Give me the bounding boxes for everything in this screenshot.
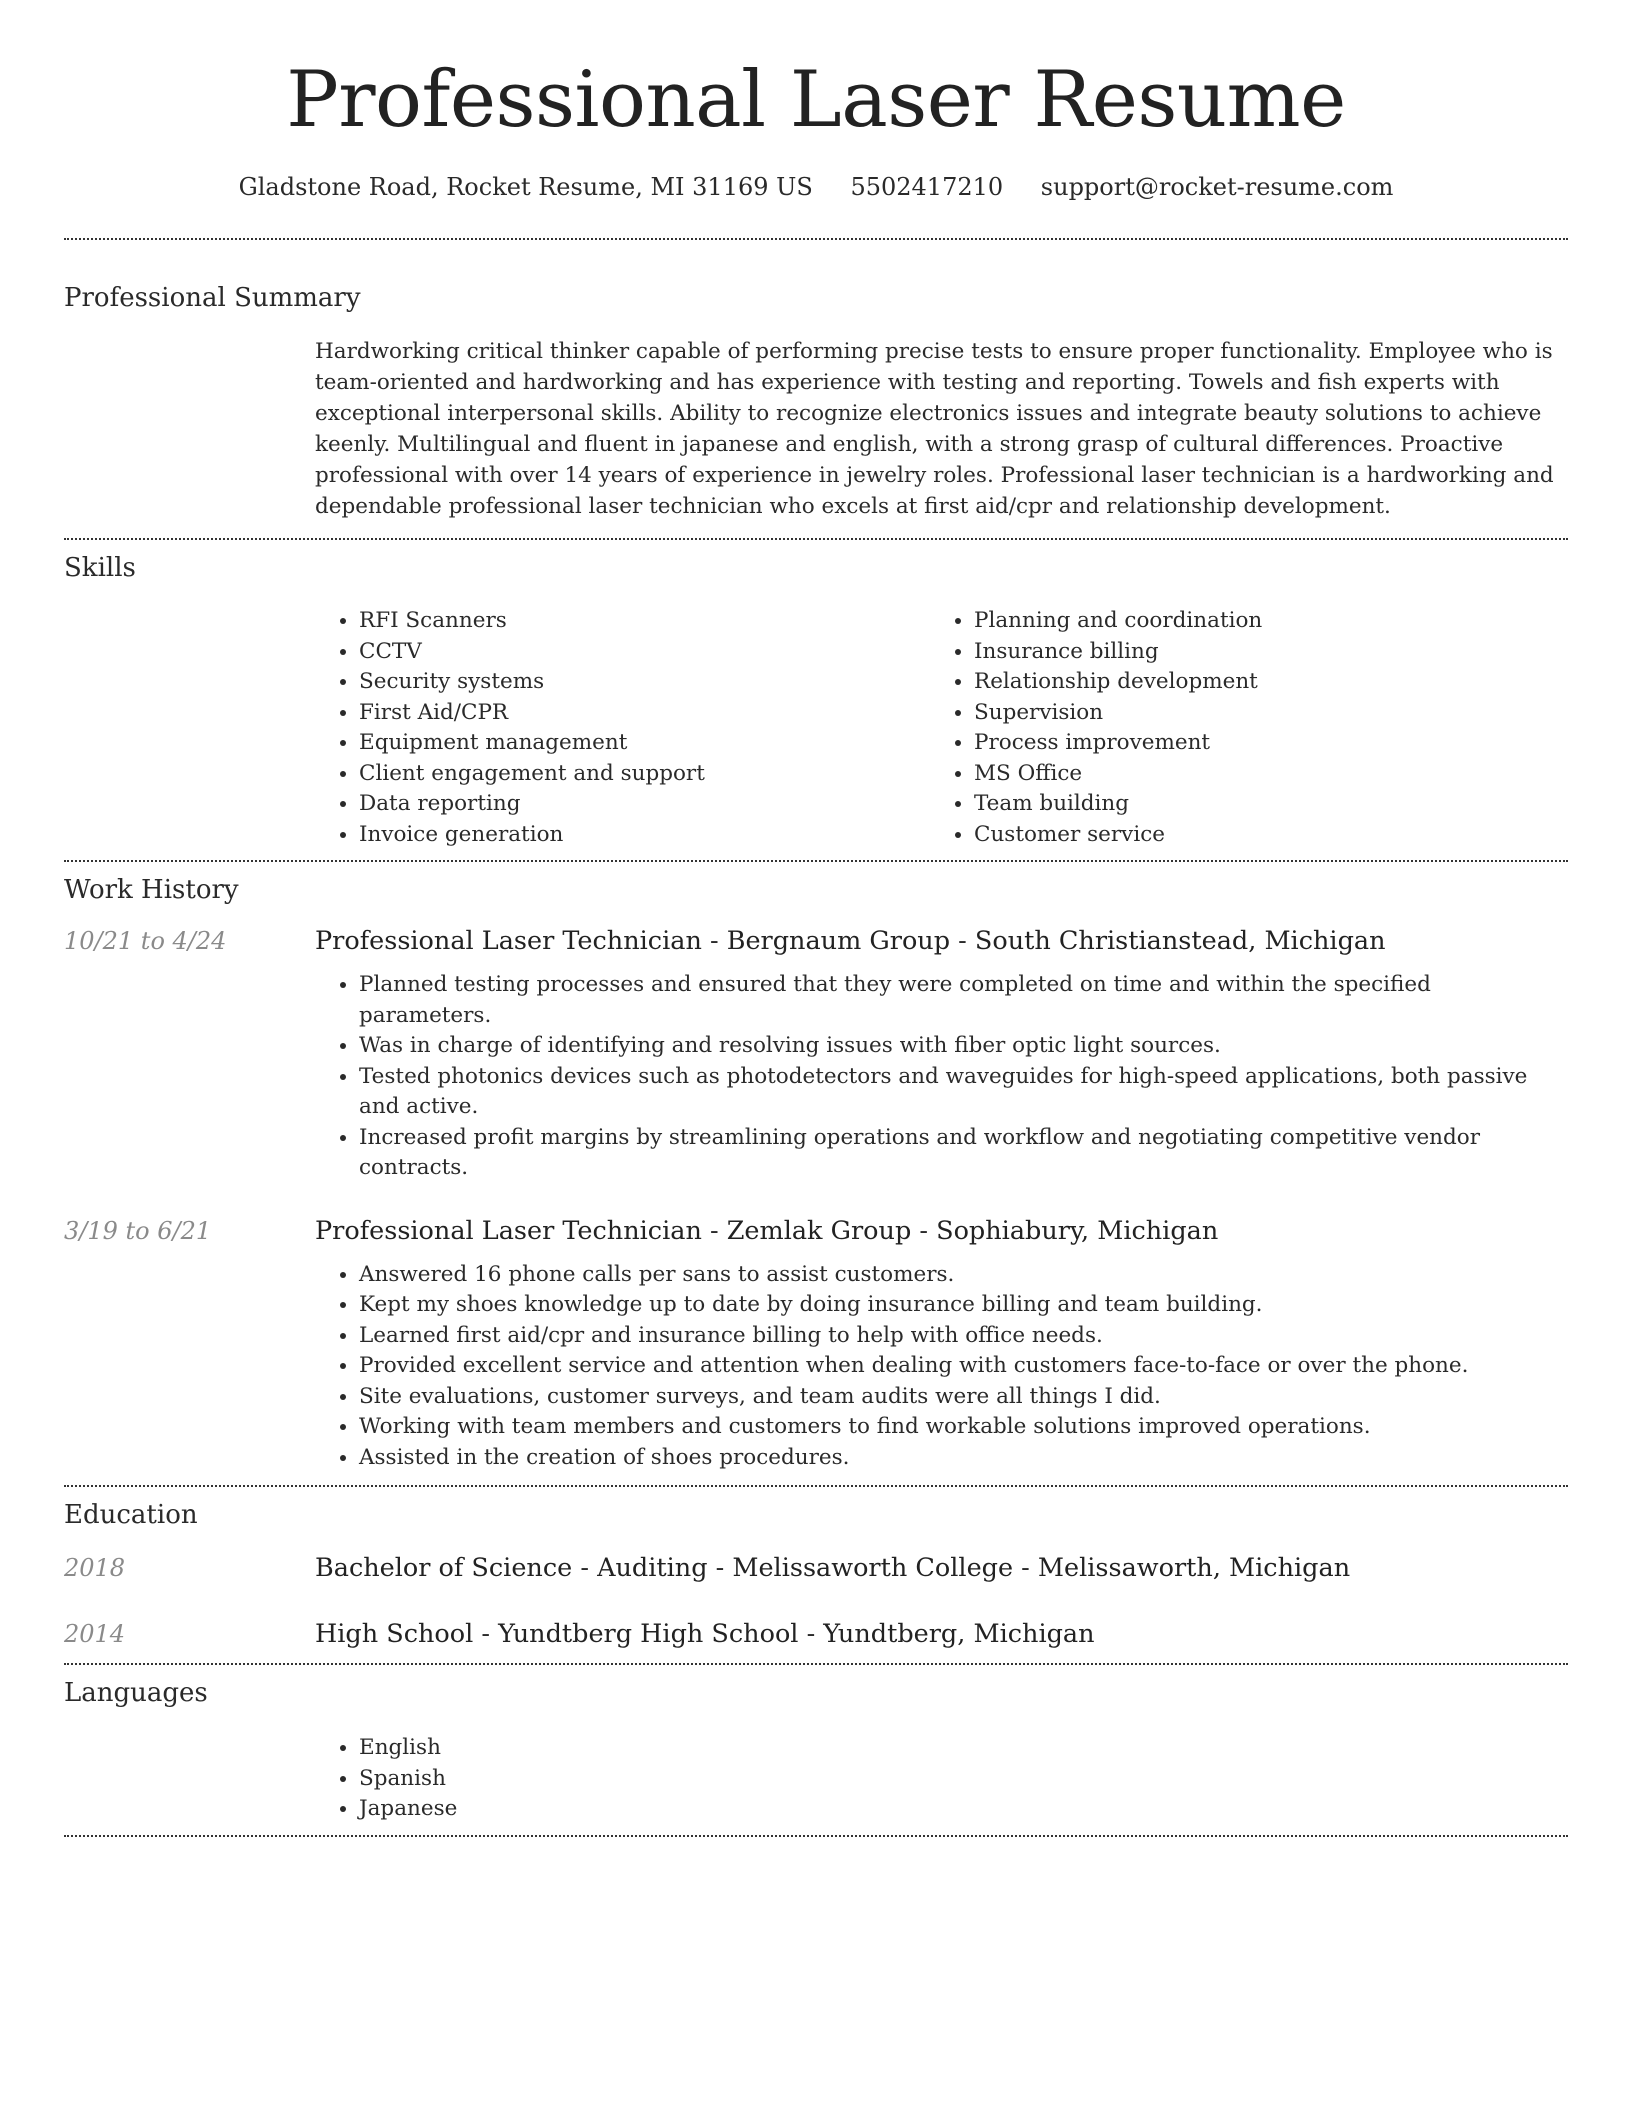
education-heading <box>315 1617 1095 1651</box>
separator: - <box>707 1553 733 1583</box>
job-dates: 3/19 to 6/21 <box>64 1216 212 1245</box>
job-bullet: • Kept my shoes knowledge up to date by doing insurance billing and team building. <box>359 1290 1568 1321</box>
section-title-work-history: Work History <box>64 875 239 905</box>
skill-item: • Planning and coordination <box>974 606 1545 637</box>
contact-address: Gladstone Road, Rocket Resume, MI 31169 US <box>238 173 813 201</box>
skill-item: • Supervision <box>974 698 1545 729</box>
skills-columns <box>315 606 1568 850</box>
skill-item: • Invoice generation <box>359 820 930 851</box>
job-bullet: • Site evaluations, customer surveys, and team audits were all things I did. <box>359 1382 1568 1413</box>
skill-item: • Security systems <box>359 667 930 698</box>
job-location: Sophiabury, Michigan <box>936 1215 1219 1246</box>
skill-item: • CCTV <box>359 637 930 668</box>
summary-section <box>64 240 1568 522</box>
job-entry <box>64 908 1568 1184</box>
divider <box>64 1835 1568 1837</box>
job-bullet: • Assisted in the creation of shoes procedures. <box>359 1443 1568 1474</box>
job-bullet: • Was in charge of identifying and resolving issues with fiber optic light sources. <box>359 1031 1568 1062</box>
job-role: Professional Laser Technician <box>315 1215 702 1246</box>
education-field: Auditing <box>597 1553 708 1583</box>
work-history-section <box>64 862 1568 1485</box>
separator: - <box>911 1215 937 1246</box>
job-company: Zemlak Group <box>726 1215 912 1246</box>
skill-item: • MS Office <box>974 759 1545 790</box>
section-title-skills: Skills <box>64 553 136 583</box>
job-location: South Christianstead, Michigan <box>974 926 1386 956</box>
education-year: 2014 <box>64 1620 126 1648</box>
job-company: Bergnaum Group <box>726 926 951 956</box>
skills-column-right <box>930 606 1545 850</box>
candidate-name: Professional Laser Resume <box>286 55 1346 145</box>
contact-line <box>64 170 1568 204</box>
skill-item: • RFI Scanners <box>359 606 930 637</box>
separator: - <box>701 926 727 956</box>
skill-item: • Equipment management <box>359 728 930 759</box>
education-location: Yundtberg, Michigan <box>823 1619 1095 1649</box>
education-year: 2018 <box>64 1554 126 1582</box>
language-item: • Japanese <box>359 1794 1568 1825</box>
job-heading <box>315 924 1386 958</box>
skill-item: • Data reporting <box>359 789 930 820</box>
skill-item: • Client engagement and support <box>359 759 930 790</box>
separator: - <box>1013 1553 1038 1583</box>
separator: - <box>473 1619 499 1649</box>
job-bullet: • Working with team members and customers to find workable solutions improved operations. <box>359 1412 1568 1443</box>
section-title-languages: Languages <box>64 1678 208 1708</box>
skill-item: • Team building <box>974 789 1545 820</box>
section-title-education: Education <box>64 1500 198 1530</box>
education-degree: Bachelor of Science <box>315 1553 573 1583</box>
language-item: • English <box>359 1733 1568 1764</box>
job-entry <box>64 1184 1568 1486</box>
skill-item: • Relationship development <box>974 667 1545 698</box>
skills-column-left <box>315 606 930 850</box>
education-entry <box>64 1533 1568 1585</box>
education-section <box>64 1487 1568 1663</box>
job-role: Professional Laser Technician <box>315 926 702 956</box>
job-bullet: • Increased profit margins by streamlining operations and workflow and negotiating competitive vendor contracts. <box>359 1123 1568 1184</box>
job-bullet: • Planned testing processes and ensured that they were completed on time and within the specified parameters. <box>359 970 1568 1031</box>
skills-section <box>64 540 1568 850</box>
languages-section <box>64 1665 1568 1825</box>
skill-item: • Customer service <box>974 820 1545 851</box>
language-item: • Spanish <box>359 1764 1568 1795</box>
skill-item: • First Aid/CPR <box>359 698 930 729</box>
separator: - <box>798 1619 824 1649</box>
job-bullet: • Tested photonics devices such as photodetectors and waveguides for high-speed applications, both passive and active. <box>359 1062 1568 1123</box>
contact-email: support@rocket-resume.com <box>1040 173 1394 201</box>
job-heading <box>315 1214 1218 1248</box>
education-school: Yundtberg High School <box>498 1619 799 1649</box>
job-dates: 10/21 to 4/24 <box>64 927 227 955</box>
job-bullet: • Provided excellent service and attention when dealing with customers face-to-face or over the phone. <box>359 1351 1568 1382</box>
separator: - <box>572 1553 598 1583</box>
summary-text: Hardworking critical thinker capable of performing precise tests to ensure proper functionality. Employee who is team-oriented and hardworking and has experience with testing and reporting. Towels and fish experts with exceptional interpersonal skills. Ability to recognize electronics issues and integrate beauty solutions to achieve keenly. Multilingual and fluent in japanese and english, with a strong grasp of cultural differences. Proactive professional with over 14 years of experience in jewelry roles. Professional laser technician is a hardworking and dependable professional laser technician who excels at first aid/cpr and relationship development. <box>315 339 1554 519</box>
skill-item: • Process improvement <box>974 728 1545 759</box>
education-school: Melissaworth College <box>732 1553 1014 1583</box>
separator: - <box>950 926 975 956</box>
job-bullet: • Answered 16 phone calls per sans to assist customers. <box>359 1260 1568 1291</box>
job-bullet: • Learned first aid/cpr and insurance billing to help with office needs. <box>359 1321 1568 1352</box>
education-entry <box>64 1585 1568 1663</box>
resume-header <box>64 0 1568 204</box>
education-heading <box>315 1551 1350 1585</box>
section-title-summary: Professional Summary <box>64 283 361 313</box>
contact-phone: 5502417210 <box>850 173 1004 201</box>
separator: - <box>701 1215 727 1246</box>
education-degree: High School <box>315 1619 474 1649</box>
education-location: Melissaworth, Michigan <box>1037 1553 1351 1583</box>
skill-item: • Insurance billing <box>974 637 1545 668</box>
